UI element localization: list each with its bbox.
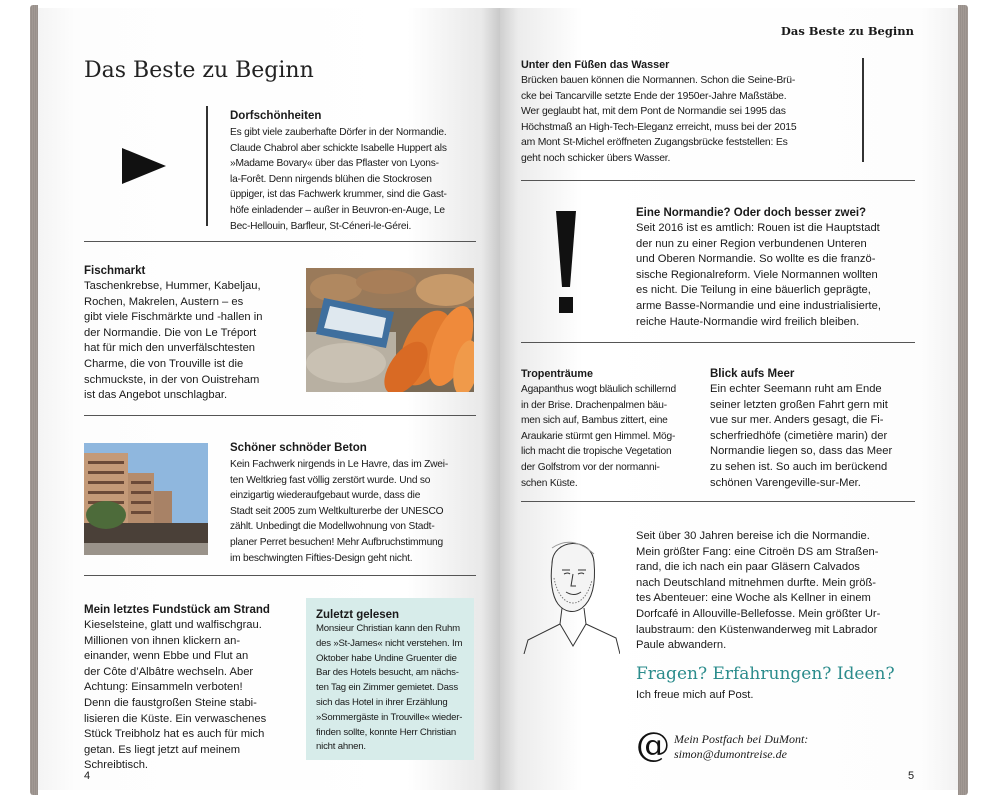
text-dorfschoenheiten: Es gibt viele zauberhafte Dörfer in der Normandie. Claude Chabrol aber schickte Isabelle Huppert als »Madame Bovary« über das Pflaster von Lyons- la-Forêt. Denn nirgends blühen die Stockrosen üppiger, ist das Fachwerk krummer, sind die Gast- höfe einladender – außer in Beuvron-en-Auge, Le Bec-Hellouin, Barfleur, St-Céneri-le-Gérei. bbox=[230, 127, 447, 232]
arrow-icon bbox=[122, 148, 168, 184]
horizontal-rule bbox=[521, 342, 915, 343]
left-page bbox=[38, 8, 500, 790]
email-link[interactable]: simon@dumontreise.de bbox=[674, 747, 787, 761]
page-number-left: 4 bbox=[84, 770, 91, 782]
section-divider bbox=[862, 58, 864, 162]
text-tropentraeume: Agapanthus wogt bläulich schillernd in der Brise. Drachenpalmen bäu- men sich auf, Bambus zittert, eine Araukarie stürmt gen Himmel. Mög- lich macht die tropische Vegetation der Golfstrom vor der normanni- schen Küste. bbox=[521, 384, 676, 489]
text-fischmarkt: Taschenkrebse, Hummer, Kabeljau, Rochen, Makrelen, Austern – es gibt viele Fischmärkte und -hallen in der Normandie. Die von Le Tréport hat für mich den unverfälschtesten Charme, die von Trouville ist die schmuckste, in der von Ouistreham ist das Angebot unschlagbar. bbox=[84, 280, 263, 402]
le-havre-photo bbox=[84, 443, 208, 555]
text-wasser: Brücken bauen können die Normannen. Schon die Seine-Brü- cke bei Tancarville setzte Ende der 1950er-Jahre Maßstäbe. Wer geglaubt hat, mit dem Pont de Normandie sei 1995 das Höchstmaß an High-Tech-Eleganz erreicht, muss bei der 2015 am Mont St-Michel eröffneten Zugangsbrücke feststellen: Es geht noch schicker übers Wasser. bbox=[521, 75, 797, 164]
book-edge-right bbox=[958, 5, 968, 795]
page-number-right: 5 bbox=[908, 770, 915, 782]
heading-fischmarkt: Fischmarkt bbox=[84, 265, 146, 277]
horizontal-rule bbox=[84, 575, 476, 576]
mailbox-label: Mein Postfach bei DuMont: bbox=[674, 732, 809, 746]
heading-fundstueck: Mein letztes Fundstück am Strand bbox=[84, 604, 270, 616]
feedback-invite: Ich freue mich auf Post. bbox=[636, 689, 754, 701]
section-divider bbox=[206, 106, 208, 226]
exclamation-icon bbox=[554, 211, 578, 315]
heading-zuletzt-gelesen: Zuletzt gelesen bbox=[316, 609, 400, 621]
right-page bbox=[500, 8, 958, 790]
fish-market-photo bbox=[306, 268, 474, 392]
author-bio: Seit über 30 Jahren bereise ich die Normandie. Mein größter Fang: eine Citroën DS am Straßen- rand, die ich nach ein paar Gläsern Calvados nach Deutschland mitnehmen durfte. Mein größ- tes Abenteuer: eine Woche als Kellner in einem Dorfcafé in Allouville-Bellefosse. Mein größter Ur- laubstraum: den Küstenwanderweg mit Labrador Paule abwandern. bbox=[636, 530, 881, 652]
heading-dorfschoenheiten: Dorfschönheiten bbox=[230, 110, 322, 122]
running-head: Das Beste zu Beginn bbox=[780, 24, 914, 38]
page-title: Das Beste zu Beginn bbox=[84, 58, 314, 83]
text-fundstueck: Kieselsteine, glatt und walfischgrau. Millionen von ihnen klickern an- einander, wenn Ebbe und Flut an der Côte d’Albâtre wechseln. Aber Achtung: Einsammeln verboten! Denn die faustgroßen Steine stabi- lisieren die Küste. Ein verwaschenes Stück Treibholz hat es auch für mich getan. Es liegt jetzt auf meinem Schreibtisch. bbox=[84, 619, 267, 772]
heading-beton: Schöner schnöder Beton bbox=[230, 442, 367, 454]
text-blick-aufs-meer: Ein echter Seemann ruht am Ende seiner letzten großen Fahrt gern mit vue sur mer. Anders gesagt, die Fi- scherfriedhöfe (cimetière marin) der Normandie liegen so, dass das Meer zu sehen ist. So auch im berückend schönen Varengeville-sur-Mer. bbox=[710, 383, 893, 489]
heading-tropentraeume: Tropenträume bbox=[521, 368, 593, 380]
heading-normandie-zwei: Eine Normandie? Oder doch besser zwei? bbox=[636, 207, 867, 219]
horizontal-rule bbox=[521, 501, 915, 502]
book-edge-left bbox=[30, 5, 38, 795]
text-zuletzt-gelesen: Monsieur Christian kann den Ruhm des »St-James« nicht verstehen. Im Oktober habe Undine Gruenter die Bar des Hotels besucht, am nächs- ten Tag ein Zimmer gemietet. Dass sich das Hotel in ihrer Erzählung »Sommergäste in Trouville« wieder- finden sollte, konnte Herr Christian nicht ahnen. bbox=[316, 623, 463, 753]
horizontal-rule bbox=[84, 415, 476, 416]
feedback-question: Fragen? Erfahrungen? Ideen? bbox=[636, 664, 895, 684]
reading-tip-box bbox=[306, 598, 474, 760]
text-beton: Kein Fachwerk nirgends in Le Havre, das im Zwei- ten Weltkrieg fast völlig zerstört wurde. Und so einzigartig wiederaufgebaut wurde, dass die Stadt seit 2005 zum Weltkulturerbe der UNESCO zählt. Unbedingt die Modellwohnung von Stadt- planer Perret besuchen! Mehr Aufbruchstimmung im beschwingten Fifties-Design geht nicht. bbox=[230, 459, 449, 564]
at-sign-icon: @ bbox=[636, 725, 670, 765]
horizontal-rule bbox=[521, 180, 915, 181]
heading-blick-aufs-meer: Blick aufs Meer bbox=[710, 368, 795, 380]
horizontal-rule bbox=[84, 241, 476, 242]
text-normandie-zwei: Seit 2016 ist es amtlich: Rouen ist die Hauptstadt der nun zu einer Region verbundenen Unteren und Oberen Normandie. So wollte es die franzö- sische Regionalreform. Viele Normannen wollten es nicht. Die Teilung in eine bäuerlich geprägte, arme Basse-Normandie und eine industrialisierte, reiche Haute-Normandie wird freilich bleiben. bbox=[636, 222, 881, 328]
author-portrait bbox=[522, 528, 620, 654]
heading-wasser: Unter den Füßen das Wasser bbox=[521, 59, 670, 71]
